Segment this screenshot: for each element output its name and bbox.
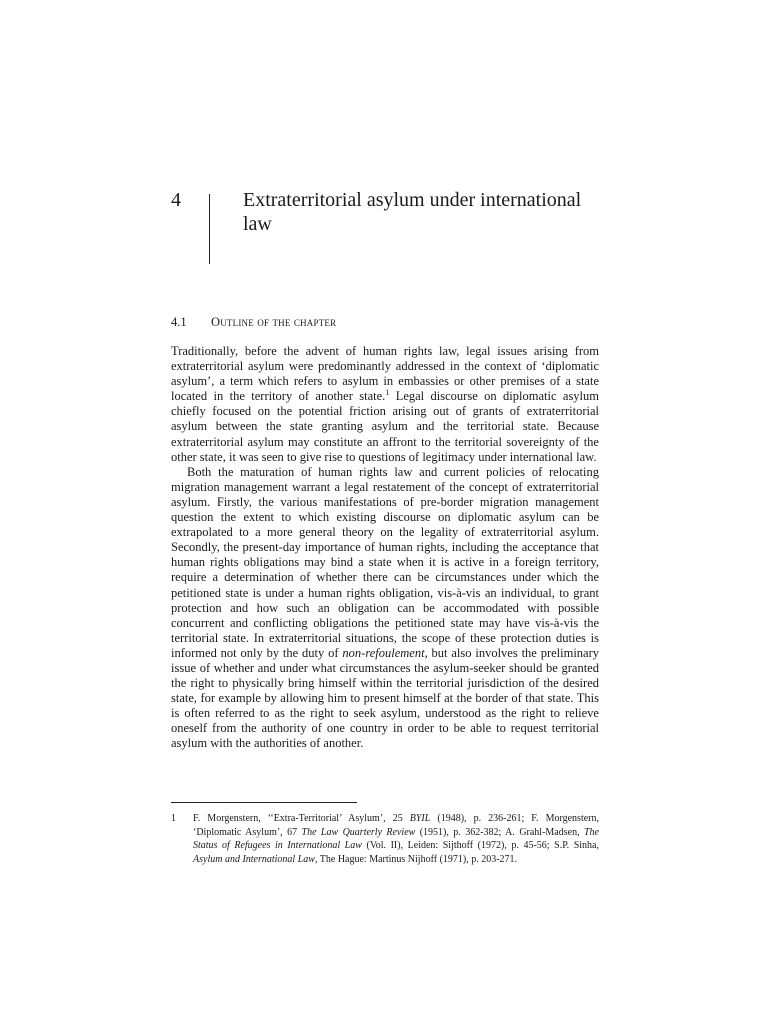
section-heading bbox=[171, 314, 336, 330]
footnote-1 bbox=[171, 812, 599, 866]
paragraph-2-italic-term: non-refoulement bbox=[342, 645, 425, 660]
footnote-text bbox=[193, 812, 599, 866]
paragraph-2 bbox=[171, 465, 599, 752]
paragraph-2-text-b: , but also involves the preliminary issue of whether and under what circumstances the asylum-seeker should be granted the right to physically bring himself within the territorial jurisdiction of the desired state, for example by allowing him to present himself at the border of that state. This is often referred to as the right to seek asylum, understood as the right to relieve oneself from the authority of one country in order to be able to request territorial asylum with the authorities of another. bbox=[171, 645, 600, 751]
paragraph-1-text-b: Legal discourse on diplomatic asylum chiefly focused on the potential friction arising out of grants of extraterritorial asylum between the state granting asylum and the territorial state. Because extraterritorial asylum may constitute an affront to the territorial sovereignty of the other state, it was seen to give rise to questions of legitimacy under international law. bbox=[171, 389, 599, 464]
chapter-heading bbox=[171, 188, 611, 268]
footnote-italic-2: The Law Quarterly Review bbox=[301, 826, 416, 838]
chapter-number: 4 bbox=[171, 189, 181, 211]
section-title: Outline of the chapter bbox=[211, 315, 337, 329]
footnote-text-5: , The Hague: Martinus Nijhoff (1971), p. 203-271. bbox=[314, 853, 518, 865]
paragraph-2-text-a: Both the maturation of human rights law and current policies of relocating migration management warrant a legal restatement of the concept of extraterritorial asylum. Firstly, the various manifestations of pre-border migration management question the extent to which existing discourse on diplomatic asylum can be extrapolated to a more general theory on the legality of extraterritorial asylum. Secondly, the present-day importance of human rights, including the acceptance that human rights obligations may bind a state when it is active in a foreign territory, require a determination of whether there can be circumstances under which the petitioned state is under a human rights obligation, vis-à-vis an individual, to grant protection and how such an obligation can be accommodated with possible concurrent and conflicting obligations the petitioned state may have vis-à-vis the territorial state. In extraterritorial situations, the scope of these protection duties is informed not only by the duty of bbox=[171, 464, 599, 660]
chapter-divider bbox=[209, 194, 210, 264]
footnote-italic-3: The Status of Refugees in International Law bbox=[193, 826, 599, 852]
footnote-text-2: (1948), p. 236-261; F. Morgenstern, ‘Diplomatic Asylum’, 67 bbox=[193, 813, 599, 838]
section-number: 4.1 bbox=[171, 315, 187, 329]
chapter-title: Extraterritorial asylum under international law bbox=[243, 189, 582, 235]
body-text bbox=[171, 344, 599, 752]
footnote-text-4: (Vol. II), Leiden: Sijthoff (1972), p. 45-56; S.P. Sinha, bbox=[361, 840, 599, 852]
footnote-number: 1 bbox=[171, 813, 176, 824]
footnote-italic-1: BYIL bbox=[409, 813, 431, 824]
footnote-divider bbox=[171, 802, 357, 803]
paragraph-1 bbox=[171, 344, 599, 465]
footnote-italic-4: Asylum and International Law bbox=[193, 853, 315, 865]
footnote-text-1: F. Morgenstern, ‘‘Extra-Territorial’ Asylum’, 25 bbox=[193, 813, 410, 824]
footnote-text-3: (1951), p. 362-382; A. Grahl-Madsen, bbox=[415, 826, 584, 838]
footnote-ref-1[interactable]: 1 bbox=[385, 388, 390, 398]
paragraph-1-text-a: Traditionally, before the advent of human rights law, legal issues arising from extraterritorial asylum were predominantly addressed in the context of ‘diplomatic asylum’, a term which refers to asylum in embassies or other premises of a state located in the territory of another state. bbox=[171, 344, 599, 404]
